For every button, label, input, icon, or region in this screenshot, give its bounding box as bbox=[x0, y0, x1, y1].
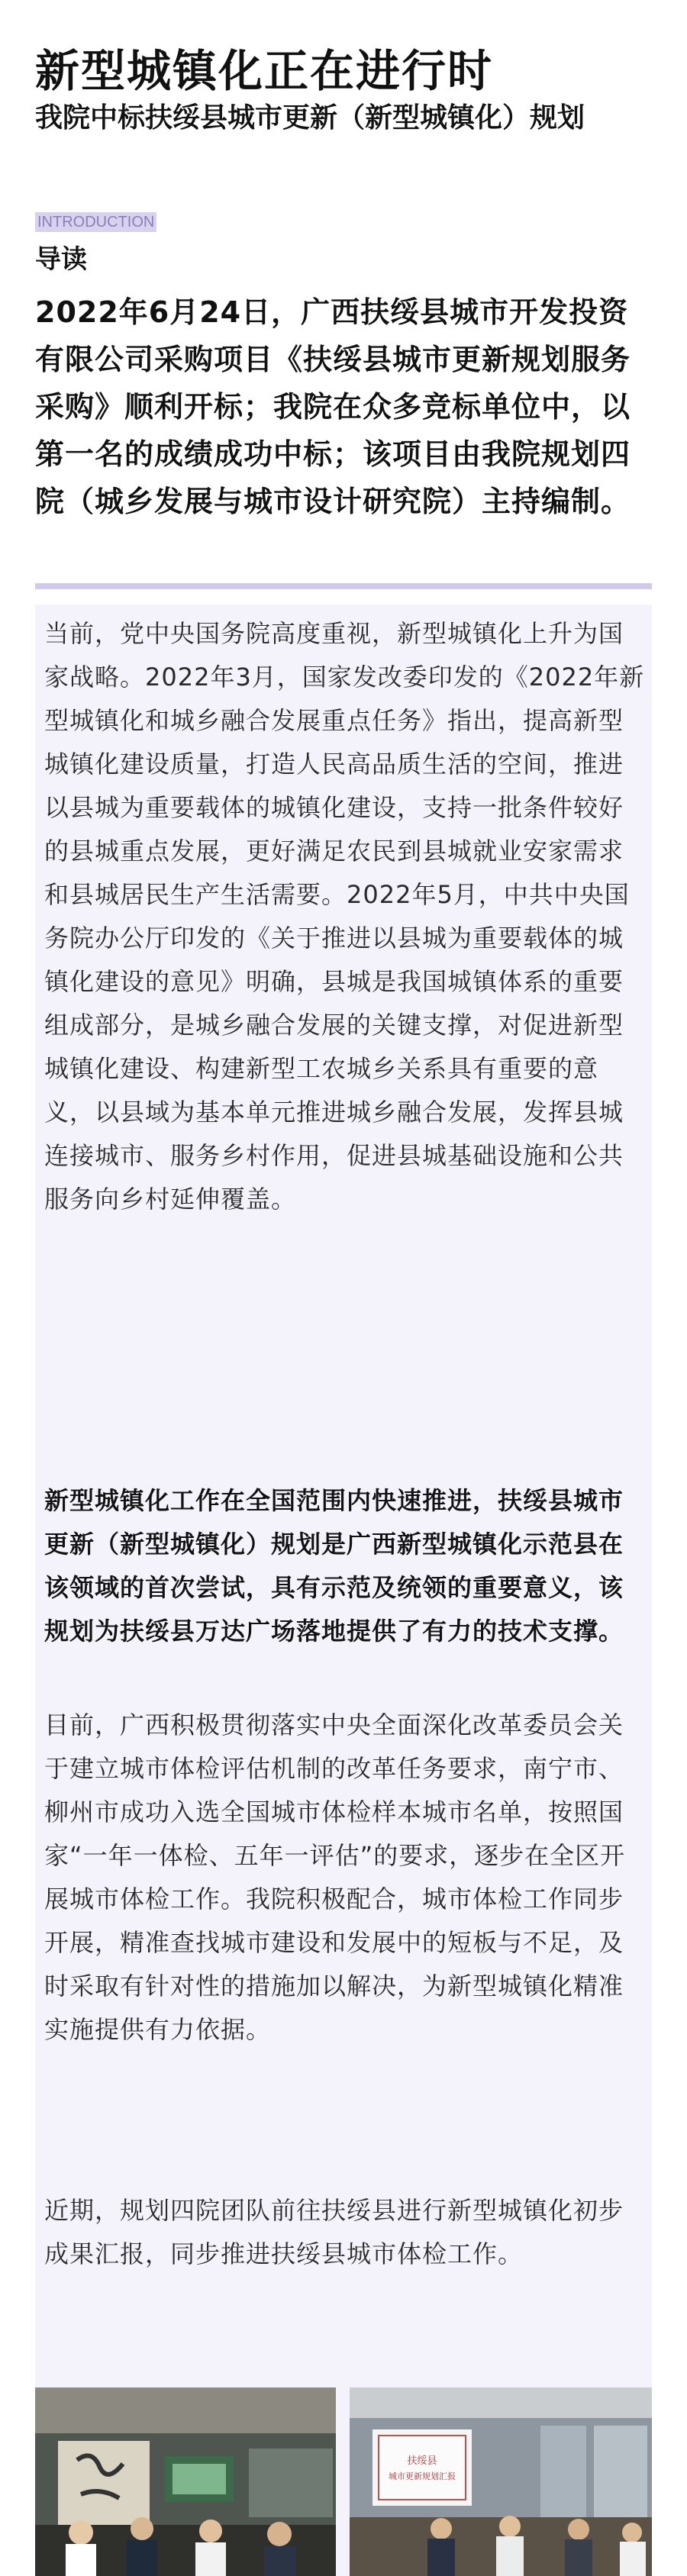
lead-paragraph: 2022年6月24日，广西扶绥县城市开发投资有限公司采购项目《扶绥县城市更新规划服务采购》顺利开标；我院在众多竞标单位中，以第一名的成绩成功中标；该项目由我院规划四院（城乡发展与城市设计研究院）主持编制。 bbox=[35, 295, 631, 518]
screen-text-line1: 扶绥县 bbox=[407, 2455, 437, 2467]
presentation-room-image bbox=[350, 2387, 652, 2576]
intro-heading: 导读 bbox=[35, 244, 87, 275]
section-divider bbox=[35, 583, 652, 589]
meeting-photo-right bbox=[350, 2387, 652, 2576]
meeting-photo-left bbox=[35, 2387, 336, 2576]
body-paragraph-1: 当前，党中央国务院高度重视，新型城镇化上升为国家战略。2022年3月，国家发改委印发的《2022年新型城镇化和城乡融合发展重点任务》指出，提高新型城镇化建设质量，打造人民高品质生活的空间，推进以县城为重要载体的城镇化建设，支持一批条件较好的县城重点发展，更好满足农民到县城就业安家需求和县城居民生产生活需要。2022年5月，中共中央国务院办公厅印发的《关于推进以县城为重要载体的城镇化建设的意见》明确，县城是我国城镇体系的重要组成部分，是城乡融合发展的关键支撑，对促进新型城镇化建设、构建新型工农城乡关系具有重要的意义，以县域为基本单元推进城乡融合发展，发挥县城连接城市、服务乡村作用，促进县城基础设施和公共服务向乡村延伸覆盖。 bbox=[44, 619, 645, 1214]
body-paragraph-3: 目前，广西积极贯彻落实中央全面深化改革委员会关于建立城市体检评估机制的改革任务要求，南宁市、柳州市成功入选全国城市体检样本城市名单，按照国家“一年一体检、五年一评估”的要求，逐步在全区开展城市体检工作。我院积极配合，城市体检工作同步开展，精准查找城市建设和发展中的短板与不足，及时采取有针对性的措施加以解决，为新型城镇化精准实施提供有力依据。 bbox=[44, 1710, 626, 2044]
screen-text-line2: 城市更新规划汇报 bbox=[389, 2471, 456, 2481]
meeting-room-image bbox=[35, 2387, 336, 2576]
introduction-tag: INTRODUCTION bbox=[35, 212, 156, 232]
body-paragraph-4: 近期，规划四院团队前往扶绥县进行新型城镇化初步成果汇报，同步推进扶绥县城市体检工作。 bbox=[44, 2196, 624, 2268]
article-subtitle: 我院中标扶绥县城市更新（新型城镇化）规划 bbox=[35, 102, 585, 134]
article-title: 新型城镇化正在进行时 bbox=[35, 45, 494, 97]
body-paragraph-2: 新型城镇化工作在全国范围内快速推进，扶绥县城市更新（新型城镇化）规划是广西新型城镇化示范县在该领域的首次尝试，具有示范及统领的重要意义，该规划为扶绥县万达广场落地提供了有力的技术支撑。 bbox=[44, 1486, 624, 1646]
